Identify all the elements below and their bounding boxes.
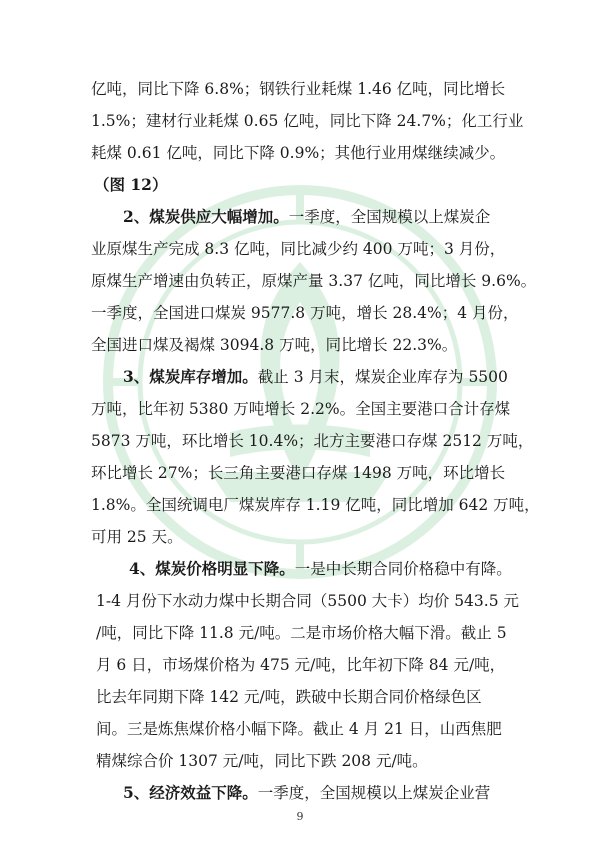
paragraph-line: 1-4 月份下水动力煤中长期合同（5500 大卡）均价 543.5 元 [96, 592, 519, 610]
paragraph-line: 亿吨，同比下降 6.8%；钢铁行业耗煤 1.46 亿吨，同比增长 [91, 80, 506, 98]
paragraph-line: 比去年同期下降 142 元/吨，跌破中长期合同价格绿色区 [96, 688, 482, 706]
paragraph-line: 业原煤生产完成 8.3 亿吨，同比减少约 400 万吨；3 月份， [91, 240, 506, 258]
paragraph-line [123, 207, 600, 227]
paragraph-text: 截止 3 月末，煤炭企业库存为 5500 [257, 368, 508, 386]
paragraph-line [129, 559, 600, 579]
paragraph-text: 一是中长期合同价格稳中有降。 [294, 560, 512, 578]
section-heading: 4、煤炭价格明显下降。 [129, 559, 295, 578]
paragraph-line [123, 367, 600, 387]
paragraph-line: 1.5%；建材行业耗煤 0.65 亿吨，同比下降 24.7%；化工行业 [91, 112, 524, 130]
paragraph-line: 耗煤 0.61 亿吨，同比下降 0.9%；其他行业用煤继续减少。 [91, 144, 506, 162]
paragraph-line: 5873 万吨，环比增长 10.4%；北方主要港口存煤 2512 万吨， [91, 432, 534, 450]
paragraph-line: /吨，同比下降 11.8 元/吨。二是市场价格大幅下滑。截止 5 [96, 624, 507, 642]
paragraph-line: 1.8%。全国统调电厂煤炭库存 1.19 亿吨，同比增加 642 万吨， [91, 496, 540, 514]
paragraph-line: 一季度，全国进口煤炭 9577.8 万吨，增长 28.4%；4 月份， [91, 304, 519, 322]
paragraph-line: 原煤生产增速由负转正，原煤产量 3.37 亿吨，同比增长 9.6%。 [91, 272, 537, 290]
paragraph-text: 一季度，全国规模以上煤炭企业营 [257, 784, 491, 802]
paragraph-line: 可用 25 天。 [91, 528, 183, 546]
paragraph-line [123, 783, 600, 803]
paragraph-line: 万吨，比年初 5380 万吨增长 2.2%。全国主要港口合计存煤 [91, 400, 511, 418]
paragraph-line: 全国进口煤及褐煤 3094.8 万吨，同比增长 22.3%。 [91, 336, 458, 354]
section-heading: 5、经济效益下降。 [123, 783, 258, 802]
paragraph-line: 月 6 日，市场煤价格为 475 元/吨，比年初下降 84 元/吨， [96, 656, 506, 674]
figure-reference: （图 12） [94, 175, 168, 194]
paragraph-text: 一季度，全国规模以上煤炭企 [288, 208, 491, 226]
paragraph-line: 环比增长 27%；长三角主要港口存煤 1498 万吨，环比增长 [91, 464, 506, 482]
paragraph-line: 精煤综合价 1307 元/吨，同比下跌 208 元/吨。 [96, 752, 428, 770]
paragraph-line: 间。三是炼焦煤价格小幅下降。截止 4 月 21 日，山西焦肥 [96, 720, 502, 738]
page-number: 9 [296, 810, 304, 823]
section-heading: 3、煤炭库存增加。 [123, 367, 258, 386]
section-heading: 2、煤炭供应大幅增加。 [123, 207, 289, 226]
